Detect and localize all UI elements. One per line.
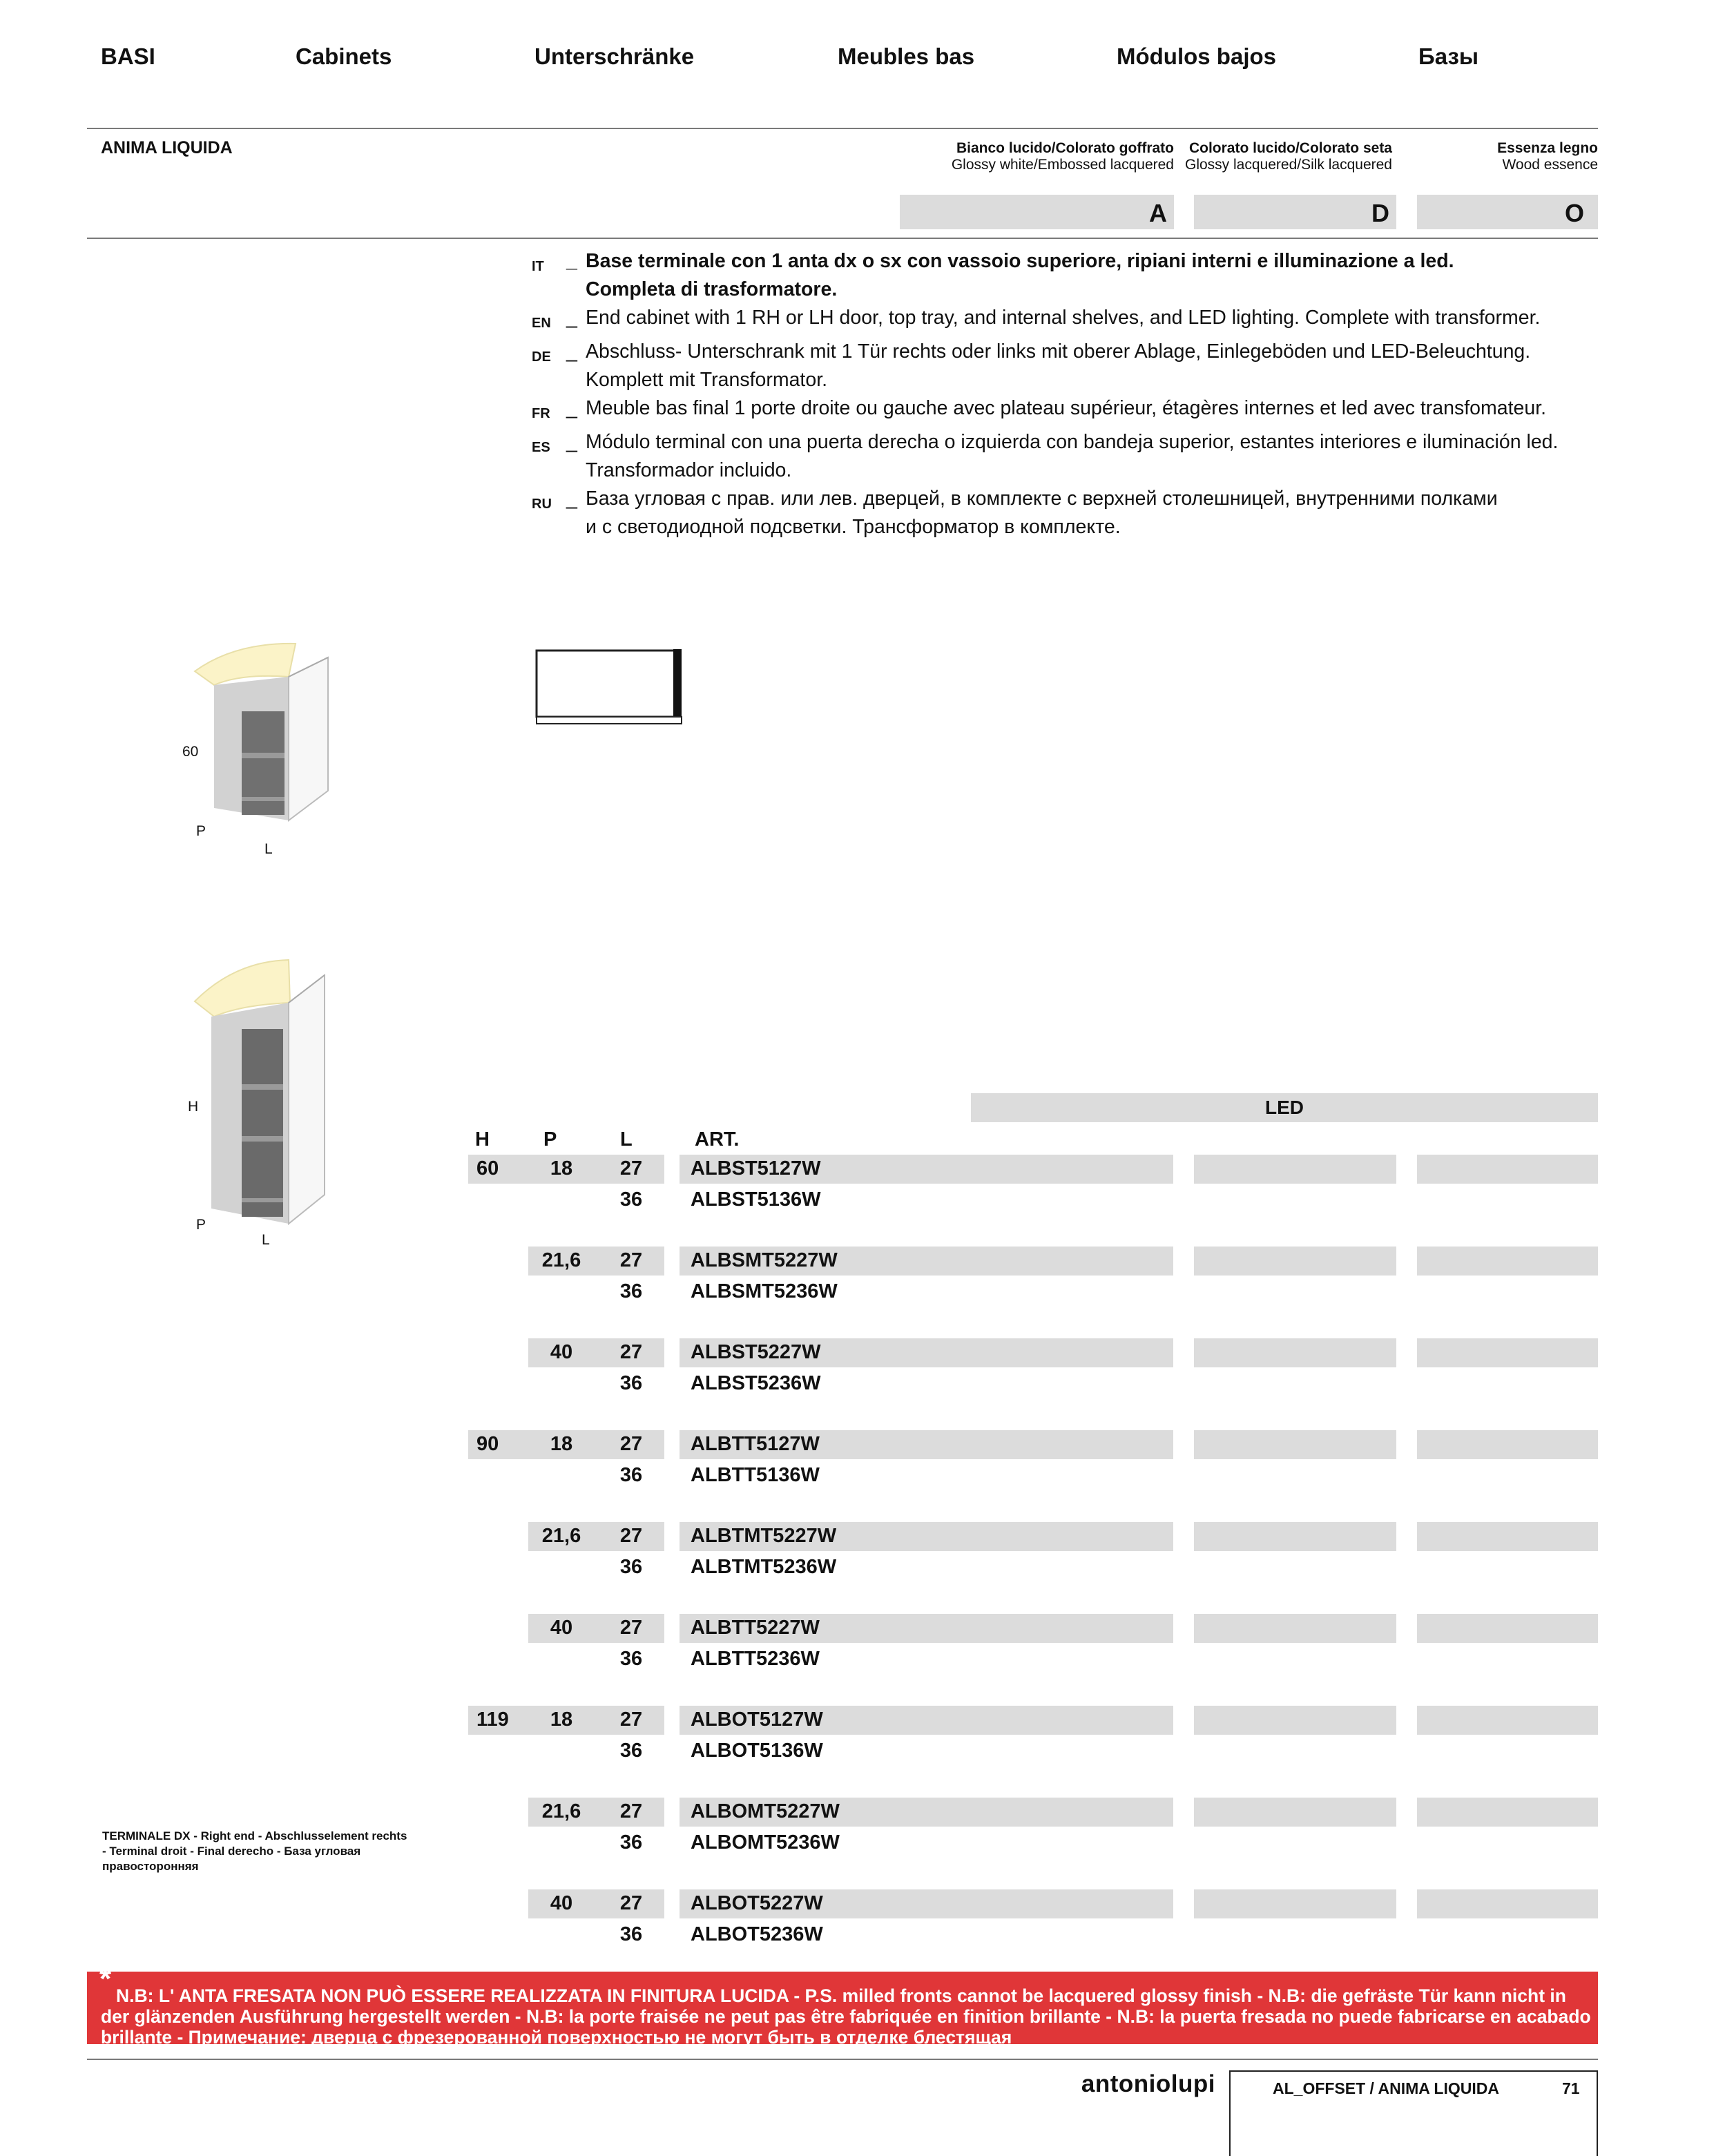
table-cell-l: 27 bbox=[619, 1709, 643, 1731]
table-cell-l: 36 bbox=[619, 1831, 643, 1854]
header-divider bbox=[87, 128, 1598, 129]
table-cell-l: 27 bbox=[619, 1157, 643, 1180]
category-es: Módulos bajos bbox=[1117, 44, 1276, 69]
description-it-line: Completa di trasformatore. bbox=[586, 278, 838, 300]
description-ru-line: База угловая с прав. или лев. дверцей, в комплекте с верхней столешницей, внутренними полками bbox=[586, 488, 1498, 510]
table-cell-art: ALBTT5227W bbox=[691, 1617, 820, 1639]
caption-line: TERMINALE DX - Right end - Abschlusselement rechts bbox=[102, 1829, 407, 1842]
warning-note bbox=[87, 1962, 1598, 2048]
table-cell-p: 18 bbox=[550, 1157, 573, 1180]
table-cell-l: 36 bbox=[619, 1372, 643, 1394]
description-ru-line: и с светодиодной подсветки. Трансформатор в комплекте. bbox=[586, 516, 1121, 538]
finish-a-label bbox=[898, 140, 1174, 173]
category-de: Unterschränke bbox=[534, 44, 695, 69]
note-star: * bbox=[99, 1962, 112, 1996]
table-cell-art: ALBTT5236W bbox=[691, 1648, 820, 1670]
finish-cell-bar bbox=[1194, 1706, 1396, 1735]
col-header-p: P bbox=[543, 1128, 557, 1151]
category-fr: Meubles bas bbox=[838, 44, 975, 69]
description-en: EN _ End cabinet with 1 RH or LH door, top tray, and internal shelves, and LED lighting. Complete with transformer. bbox=[532, 304, 1642, 338]
description-ru: RU _ База угловая с прав. или лев. дверцей, в комплекте с верхней столешницей, внутренними полками и с светодиодной подсветки. Трансформатор в комплекте. bbox=[532, 485, 1642, 541]
description-de-line: Komplett mit Transformator. bbox=[586, 369, 828, 391]
finish-d-letter: D bbox=[1371, 199, 1389, 227]
table-cell-art: ALBOT5236W bbox=[691, 1923, 823, 1945]
dim-h-label: 60 bbox=[182, 744, 199, 760]
table-cell-art: ALBOMT5236W bbox=[691, 1831, 840, 1854]
dim-l-label: L bbox=[264, 841, 273, 857]
table-cell-art: ALBOT5127W bbox=[691, 1709, 823, 1731]
table-cell-art: ALBST5236W bbox=[691, 1372, 821, 1394]
col-header-l: L bbox=[620, 1128, 633, 1151]
table-cell-l: 27 bbox=[619, 1525, 643, 1547]
description-fr-line: Meuble bas final 1 porte droite ou gauche avec plateau supérieur, étagères internes et led avec transfomateur. bbox=[586, 397, 1547, 419]
finish-o-name: Essenza legno bbox=[1497, 140, 1598, 156]
page-number: 71 bbox=[1562, 2079, 1580, 2097]
cabinet-drawing-60 bbox=[186, 635, 338, 856]
table-cell-art: ALBOT5227W bbox=[691, 1892, 823, 1914]
table-cell-p: 40 bbox=[550, 1341, 573, 1363]
table-cell-p: 21,6 bbox=[541, 1800, 581, 1822]
finish-cell-bar bbox=[1194, 1798, 1396, 1827]
lang-code-en: EN bbox=[532, 316, 551, 331]
description-es-line: Transformador incluido. bbox=[586, 459, 792, 481]
finish-o-letter: O bbox=[1564, 199, 1584, 227]
finish-cell-bar bbox=[1417, 1430, 1598, 1459]
finish-d-name: Colorato lucido/Colorato seta bbox=[1188, 140, 1392, 156]
cabinet-drawing-tall bbox=[186, 953, 338, 1243]
table-cell-p: 18 bbox=[550, 1433, 573, 1455]
finish-d-label bbox=[1184, 140, 1392, 173]
table-cell-art: ALBST5227W bbox=[691, 1341, 821, 1363]
table-cell-l: 36 bbox=[619, 1648, 643, 1670]
table-cell-art: ALBTT5136W bbox=[691, 1464, 820, 1486]
dim-h-label: H bbox=[188, 1099, 199, 1115]
description-it-line: Base terminale con 1 anta dx o sx con vassoio superiore, ripiani interni e illuminazione a led. bbox=[586, 250, 1454, 272]
table-cell-h: 90 bbox=[476, 1433, 499, 1455]
dim-p-label: P bbox=[196, 1217, 206, 1233]
dim-p-label: P bbox=[196, 823, 206, 839]
description-en-line: End cabinet with 1 RH or LH door, top tray, and internal shelves, and LED lighting. Complete with transformer. bbox=[586, 307, 1541, 329]
description-de-line: Abschluss- Unterschrank mit 1 Tür rechts oder links mit oberer Ablage, Einlegeböden und LED-Beleuchtung. bbox=[586, 340, 1531, 363]
table-cell-l: 36 bbox=[619, 1556, 643, 1578]
finish-cell-bar bbox=[1417, 1706, 1598, 1735]
table-cell-l: 36 bbox=[619, 1188, 643, 1211]
finish-cell-bar bbox=[1194, 1430, 1396, 1459]
table-cell-art: ALBTT5127W bbox=[691, 1433, 820, 1455]
col-header-h: H bbox=[475, 1128, 490, 1151]
table-cell-l: 36 bbox=[619, 1280, 643, 1302]
finish-d-desc: Glossy lacquered/Silk lacquered bbox=[1185, 157, 1392, 173]
table-cell-p: 40 bbox=[550, 1892, 573, 1914]
finish-cell-bar bbox=[1194, 1338, 1396, 1367]
table-cell-l: 36 bbox=[619, 1923, 643, 1945]
table-cell-l: 36 bbox=[619, 1740, 643, 1762]
table-cell-l: 36 bbox=[619, 1464, 643, 1486]
table-cell-p: 21,6 bbox=[541, 1525, 581, 1547]
lang-code-it: IT bbox=[532, 259, 544, 274]
table-cell-art: ALBOT5136W bbox=[691, 1740, 823, 1762]
finish-divider bbox=[87, 238, 1598, 239]
finish-o-desc: Wood essence bbox=[1502, 157, 1598, 173]
finish-a-letter: A bbox=[1149, 199, 1167, 227]
plan-view-icon bbox=[535, 649, 684, 725]
led-header: LED bbox=[1265, 1097, 1304, 1118]
table-cell-l: 27 bbox=[619, 1800, 643, 1822]
table-cell-art: ALBTMT5236W bbox=[691, 1556, 837, 1578]
finish-a-desc: Glossy white/Embossed lacquered bbox=[951, 157, 1174, 173]
finish-cell-bar bbox=[1194, 1155, 1396, 1184]
description-block bbox=[532, 247, 1642, 541]
table-cell-art: ALBST5136W bbox=[691, 1188, 821, 1211]
table-cell-art: ALBOMT5227W bbox=[691, 1800, 840, 1822]
table-cell-art: ALBSMT5227W bbox=[691, 1249, 838, 1271]
category-it: BASI bbox=[101, 44, 155, 69]
table-cell-p: 18 bbox=[550, 1709, 573, 1731]
lang-code-de: DE bbox=[532, 349, 551, 365]
table-cell-l: 27 bbox=[619, 1892, 643, 1914]
lang-code-ru: RU bbox=[532, 497, 552, 512]
table-cell-art: ALBSMT5236W bbox=[691, 1280, 838, 1302]
finish-o-label bbox=[1409, 140, 1598, 173]
table-cell-p: 40 bbox=[550, 1617, 573, 1639]
description-de: DE _ Abschluss- Unterschrank mit 1 Tür rechts oder links mit oberer Ablage, Einlegeböden und LED-Beleuchtung. Komplett mit Transformator. bbox=[532, 338, 1642, 394]
table-cell-art: ALBST5127W bbox=[691, 1157, 821, 1180]
lang-code-es: ES bbox=[532, 440, 550, 455]
finish-cell-bar bbox=[1417, 1247, 1598, 1276]
brand-logo: antoniolupi bbox=[1081, 2070, 1215, 2097]
caption-line: правосторонняя bbox=[102, 1860, 199, 1873]
table-cell-h: 60 bbox=[476, 1157, 499, 1180]
finish-cell-bar bbox=[1194, 1247, 1396, 1276]
finish-cell-bar bbox=[1417, 1338, 1598, 1367]
finish-cell-bar bbox=[1194, 1614, 1396, 1643]
table-cell-art: ALBTMT5227W bbox=[691, 1525, 837, 1547]
finish-cell-bar bbox=[1417, 1798, 1598, 1827]
lang-code-fr: FR bbox=[532, 406, 550, 421]
finish-cell-bar bbox=[1417, 1155, 1598, 1184]
col-header-art: ART. bbox=[695, 1128, 740, 1151]
note-body: N.B: L' ANTA FRESATA NON PUÒ ESSERE REALIZZATA IN FINITURA LUCIDA - P.S. milled fronts cannot be lacquered glossy finish - N.B: die gefräste Tür kann nicht in der glänzenden Ausführung hergestellt werden - N.B: la porte fraisée ne peut pas être fabriquée en finition brillante - N.B: la puerta fresada no puede fabricarse en acabado brillante - Примечание: дверца с фрезерованной поверхностью не могут быть в отделке блестящая bbox=[101, 1985, 1591, 2048]
table-cell-l: 27 bbox=[619, 1617, 643, 1639]
description-es: ES _ Módulo terminal con una puerta derecha o izquierda con bandeja superior, estantes interiores e iluminación led. Transformador incluido. bbox=[532, 428, 1642, 485]
finish-cell-bar bbox=[1417, 1522, 1598, 1551]
table-cell-l: 27 bbox=[619, 1249, 643, 1271]
footer-divider bbox=[87, 2059, 1598, 2060]
table-cell-l: 27 bbox=[619, 1341, 643, 1363]
table-cell-h: 119 bbox=[476, 1709, 509, 1731]
table-cell-p: 21,6 bbox=[541, 1249, 581, 1271]
description-fr: FR _ Meuble bas final 1 porte droite ou gauche avec plateau supérieur, étagères internes et led avec transfomateur. bbox=[532, 394, 1642, 428]
description-it: IT _ Base terminale con 1 anta dx o sx con vassoio superiore, ripiani interni e illuminazione a led. Completa di trasformatore. bbox=[532, 247, 1642, 304]
dim-l-label: L bbox=[262, 1232, 270, 1248]
finish-a-name: Bianco lucido/Colorato goffrato bbox=[956, 140, 1174, 156]
category-en: Cabinets bbox=[296, 44, 392, 69]
table-cell-l: 27 bbox=[619, 1433, 643, 1455]
finish-cell-bar bbox=[1417, 1614, 1598, 1643]
category-ru: Базы bbox=[1418, 44, 1479, 69]
finish-cell-bar bbox=[1417, 1889, 1598, 1918]
footer-section: AL_OFFSET / ANIMA LIQUIDA bbox=[1273, 2079, 1499, 2097]
note-text bbox=[101, 1985, 1599, 2048]
caption-line: - Terminal droit - Final derecho - База угловая bbox=[102, 1845, 361, 1858]
finish-cell-bar bbox=[1194, 1522, 1396, 1551]
description-es-line: Módulo terminal con una puerta derecha o izquierda con bandeja superior, estantes interiores e iluminación led. bbox=[586, 431, 1559, 453]
collection-title: ANIMA LIQUIDA bbox=[101, 138, 233, 157]
side-caption bbox=[102, 1829, 447, 1874]
finish-cell-bar bbox=[1194, 1889, 1396, 1918]
